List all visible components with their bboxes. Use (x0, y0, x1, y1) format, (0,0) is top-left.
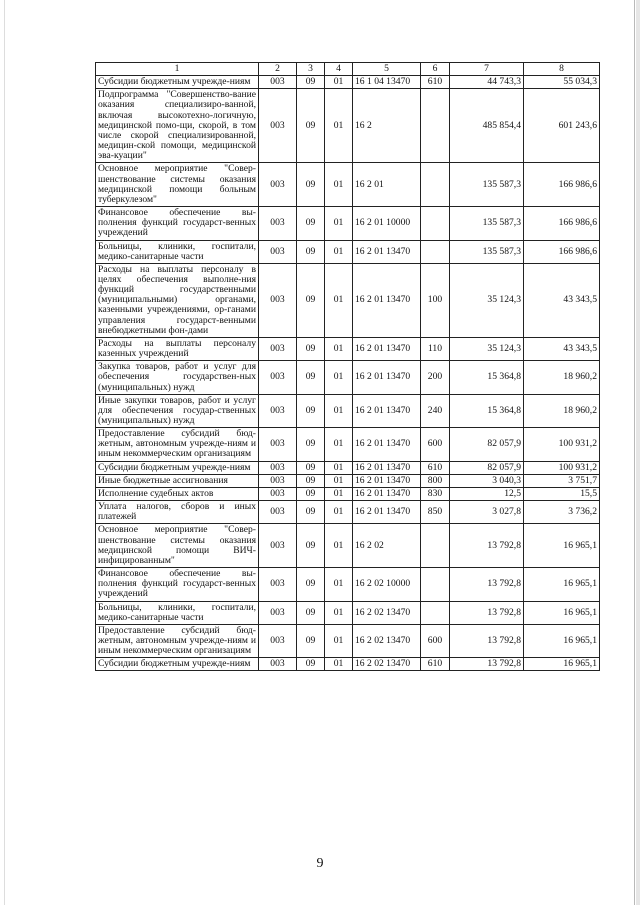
scan-edge-right (636, 0, 640, 905)
row-subsection-cell: 01 (325, 361, 353, 394)
row-subsection-cell: 01 (325, 568, 353, 601)
row-section-cell: 09 (297, 76, 325, 89)
row-expense-type-cell (421, 240, 450, 263)
row-name-cell: Основное мероприятие "Совер-шенствование системы оказания медицинской помощи ВИЧ-инфицированным" (96, 524, 259, 568)
page-number: 9 (316, 856, 324, 871)
row-target-article-cell: 16 2 01 13470 (353, 361, 421, 394)
table-row (96, 361, 600, 394)
row-expense-type-cell: 600 (421, 624, 450, 657)
row-expense-type-cell: 830 (421, 487, 450, 500)
table-row (96, 658, 600, 671)
row-section-cell: 09 (297, 207, 325, 240)
table-row (96, 263, 600, 337)
row-target-article-cell: 16 2 01 13470 (353, 501, 421, 524)
row-ved-cell: 003 (259, 337, 297, 360)
row-subsection-cell: 01 (325, 658, 353, 671)
header-col-1: 1 (96, 63, 259, 76)
row-expense-type-cell (421, 207, 450, 240)
row-ved-cell: 003 (259, 601, 297, 624)
scan-edge-left (4, 0, 5, 905)
row-target-article-cell: 16 2 02 (353, 524, 421, 568)
header-row (96, 63, 600, 76)
row-section-cell: 09 (297, 428, 325, 461)
row-section-cell: 09 (297, 658, 325, 671)
row-section-cell: 09 (297, 487, 325, 500)
row-subsection-cell: 01 (325, 501, 353, 524)
row-amount-2-cell: 3 736,2 (524, 501, 600, 524)
row-amount-2-cell: 55 034,3 (524, 76, 600, 89)
table-row (96, 461, 600, 474)
row-name-cell: Субсидии бюджетным учрежде-ниям (96, 461, 259, 474)
row-expense-type-cell: 600 (421, 428, 450, 461)
table-row (96, 601, 600, 624)
row-target-article-cell: 16 2 01 13470 (353, 337, 421, 360)
row-name-cell: Расходы на выплаты персоналу в целях обеспечения выполне-ния функций государственными (муниципальными) органами, казенными учреждениями, ор-ганами управления государст-венными внебюджетными фон-дами (96, 263, 259, 337)
row-amount-2-cell: 3 751,7 (524, 474, 600, 487)
header-col-4: 4 (325, 63, 353, 76)
row-amount-1-cell: 13 792,8 (450, 658, 524, 671)
row-amount-1-cell: 3 027,8 (450, 501, 524, 524)
row-section-cell: 09 (297, 624, 325, 657)
row-amount-1-cell: 13 792,8 (450, 601, 524, 624)
row-name-cell: Подпрограмма "Совершенство-вание оказания специализиро-ванной, включая высокотехно-логичную, медицинской помо-щи, скорой, в том числе скорой специализированной, медицин-ской помощи, медицинской эва-куации" (96, 89, 259, 163)
row-name-cell: Иные закупки товаров, работ и услуг для обеспечения государ-ственных (муниципальных) нужд (96, 394, 259, 427)
table-row (96, 337, 600, 360)
row-target-article-cell: 16 1 04 13470 (353, 76, 421, 89)
row-target-article-cell: 16 2 01 13470 (353, 240, 421, 263)
row-amount-2-cell: 16 965,1 (524, 601, 600, 624)
row-subsection-cell: 01 (325, 89, 353, 163)
row-subsection-cell: 01 (325, 487, 353, 500)
row-amount-1-cell: 35 124,3 (450, 263, 524, 337)
row-amount-2-cell: 166 986,6 (524, 163, 600, 207)
row-expense-type-cell: 200 (421, 361, 450, 394)
header-col-6: 6 (421, 63, 450, 76)
row-amount-1-cell: 13 792,8 (450, 624, 524, 657)
row-target-article-cell: 16 2 01 13470 (353, 487, 421, 500)
row-subsection-cell: 01 (325, 601, 353, 624)
table-row (96, 394, 600, 427)
row-ved-cell: 003 (259, 76, 297, 89)
row-target-article-cell: 16 2 02 13470 (353, 658, 421, 671)
row-ved-cell: 003 (259, 624, 297, 657)
row-ved-cell: 003 (259, 207, 297, 240)
table-row (96, 474, 600, 487)
budget-table (95, 62, 600, 671)
row-subsection-cell: 01 (325, 624, 353, 657)
row-subsection-cell: 01 (325, 76, 353, 89)
table-row (96, 240, 600, 263)
row-amount-2-cell: 166 986,6 (524, 207, 600, 240)
row-amount-2-cell: 601 243,6 (524, 89, 600, 163)
row-target-article-cell: 16 2 01 13470 (353, 461, 421, 474)
row-ved-cell: 003 (259, 394, 297, 427)
row-target-article-cell: 16 2 01 13470 (353, 263, 421, 337)
row-ved-cell: 003 (259, 428, 297, 461)
row-amount-1-cell: 3 040,3 (450, 474, 524, 487)
row-section-cell: 09 (297, 240, 325, 263)
table-row (96, 428, 600, 461)
row-expense-type-cell: 110 (421, 337, 450, 360)
row-subsection-cell: 01 (325, 240, 353, 263)
row-target-article-cell: 16 2 01 13470 (353, 394, 421, 427)
row-amount-2-cell: 16 965,1 (524, 658, 600, 671)
row-amount-1-cell: 44 743,3 (450, 76, 524, 89)
row-expense-type-cell: 100 (421, 263, 450, 337)
row-ved-cell: 003 (259, 263, 297, 337)
row-ved-cell: 003 (259, 501, 297, 524)
row-amount-2-cell: 16 965,1 (524, 568, 600, 601)
row-target-article-cell: 16 2 01 (353, 163, 421, 207)
table-row (96, 487, 600, 500)
row-expense-type-cell (421, 601, 450, 624)
row-subsection-cell: 01 (325, 394, 353, 427)
row-name-cell: Иные бюджетные ассигнования (96, 474, 259, 487)
row-amount-1-cell: 13 792,8 (450, 524, 524, 568)
row-ved-cell: 003 (259, 524, 297, 568)
row-target-article-cell: 16 2 01 10000 (353, 207, 421, 240)
row-ved-cell: 003 (259, 163, 297, 207)
row-section-cell: 09 (297, 394, 325, 427)
row-section-cell: 09 (297, 461, 325, 474)
row-ved-cell: 003 (259, 361, 297, 394)
row-amount-2-cell: 100 931,2 (524, 461, 600, 474)
row-target-article-cell: 16 2 02 13470 (353, 601, 421, 624)
row-subsection-cell: 01 (325, 524, 353, 568)
row-amount-2-cell: 18 960,2 (524, 361, 600, 394)
row-ved-cell: 003 (259, 568, 297, 601)
row-section-cell: 09 (297, 524, 325, 568)
row-name-cell: Уплата налогов, сборов и иных платежей (96, 501, 259, 524)
row-name-cell: Предоставление субсидий бюд-жетным, автономным учрежде-ниям и иным некоммерческим организациям (96, 428, 259, 461)
row-amount-2-cell: 18 960,2 (524, 394, 600, 427)
row-amount-1-cell: 485 854,4 (450, 89, 524, 163)
row-expense-type-cell (421, 163, 450, 207)
row-amount-1-cell: 82 057,9 (450, 461, 524, 474)
row-amount-1-cell: 13 792,8 (450, 568, 524, 601)
row-expense-type-cell: 610 (421, 658, 450, 671)
row-amount-2-cell: 100 931,2 (524, 428, 600, 461)
row-target-article-cell: 16 2 (353, 89, 421, 163)
table-row (96, 524, 600, 568)
row-subsection-cell: 01 (325, 428, 353, 461)
row-amount-1-cell: 35 124,3 (450, 337, 524, 360)
row-section-cell: 09 (297, 568, 325, 601)
table-row (96, 624, 600, 657)
row-ved-cell: 003 (259, 487, 297, 500)
row-name-cell: Больницы, клиники, госпитали, медико-санитарные части (96, 601, 259, 624)
row-expense-type-cell: 850 (421, 501, 450, 524)
row-amount-1-cell: 82 057,9 (450, 428, 524, 461)
row-section-cell: 09 (297, 474, 325, 487)
row-section-cell: 09 (297, 601, 325, 624)
row-section-cell: 09 (297, 337, 325, 360)
row-amount-1-cell: 135 587,3 (450, 163, 524, 207)
row-amount-1-cell: 135 587,3 (450, 207, 524, 240)
row-subsection-cell: 01 (325, 461, 353, 474)
row-subsection-cell: 01 (325, 337, 353, 360)
table-header (96, 63, 600, 76)
row-section-cell: 09 (297, 263, 325, 337)
row-name-cell: Субсидии бюджетным учрежде-ниям (96, 658, 259, 671)
row-section-cell: 09 (297, 501, 325, 524)
header-col-2: 2 (259, 63, 297, 76)
row-amount-2-cell: 43 343,5 (524, 263, 600, 337)
row-name-cell: Закупка товаров, работ и услуг для обеспечения государствен-ных (муниципальных) нужд (96, 361, 259, 394)
table-body (96, 76, 600, 671)
table-row (96, 501, 600, 524)
row-expense-type-cell: 240 (421, 394, 450, 427)
row-amount-1-cell: 135 587,3 (450, 240, 524, 263)
row-amount-2-cell: 16 965,1 (524, 524, 600, 568)
row-ved-cell: 003 (259, 89, 297, 163)
row-name-cell: Расходы на выплаты персоналу казенных учреждений (96, 337, 259, 360)
table-row (96, 76, 600, 89)
row-name-cell: Исполнение судебных актов (96, 487, 259, 500)
row-section-cell: 09 (297, 163, 325, 207)
header-col-3: 3 (297, 63, 325, 76)
row-name-cell: Субсидии бюджетным учрежде-ниям (96, 76, 259, 89)
row-amount-2-cell: 16 965,1 (524, 624, 600, 657)
row-expense-type-cell: 610 (421, 461, 450, 474)
row-section-cell: 09 (297, 89, 325, 163)
row-amount-2-cell: 43 343,5 (524, 337, 600, 360)
table-row (96, 163, 600, 207)
row-target-article-cell: 16 2 02 13470 (353, 624, 421, 657)
row-expense-type-cell (421, 568, 450, 601)
row-subsection-cell: 01 (325, 474, 353, 487)
row-amount-1-cell: 15 364,8 (450, 394, 524, 427)
header-col-8: 8 (524, 63, 600, 76)
row-subsection-cell: 01 (325, 263, 353, 337)
row-section-cell: 09 (297, 361, 325, 394)
row-name-cell: Финансовое обеспечение вы-полнения функций государст-венных учреждений (96, 568, 259, 601)
row-subsection-cell: 01 (325, 163, 353, 207)
row-target-article-cell: 16 2 01 13470 (353, 428, 421, 461)
header-col-7: 7 (450, 63, 524, 76)
row-amount-1-cell: 12,5 (450, 487, 524, 500)
row-name-cell: Больницы, клиники, госпитали, медико-санитарные части (96, 240, 259, 263)
row-name-cell: Предоставление субсидий бюд-жетным, автономным учрежде-ниям и иным некоммерческим организациям (96, 624, 259, 657)
row-amount-1-cell: 15 364,8 (450, 361, 524, 394)
row-subsection-cell: 01 (325, 207, 353, 240)
row-expense-type-cell (421, 524, 450, 568)
table-row (96, 207, 600, 240)
row-expense-type-cell: 800 (421, 474, 450, 487)
row-ved-cell: 003 (259, 461, 297, 474)
scan-edge-line (634, 0, 635, 905)
row-expense-type-cell: 610 (421, 76, 450, 89)
row-amount-2-cell: 166 986,6 (524, 240, 600, 263)
row-expense-type-cell (421, 89, 450, 163)
header-col-5: 5 (353, 63, 421, 76)
row-amount-2-cell: 15,5 (524, 487, 600, 500)
row-target-article-cell: 16 2 01 13470 (353, 474, 421, 487)
row-ved-cell: 003 (259, 474, 297, 487)
row-ved-cell: 003 (259, 658, 297, 671)
row-name-cell: Основное мероприятие "Совер-шенствование системы оказания медицинской помощи больным туберкулезом" (96, 163, 259, 207)
row-name-cell: Финансовое обеспечение вы-полнения функций государст-венных учреждений (96, 207, 259, 240)
row-ved-cell: 003 (259, 240, 297, 263)
table-row (96, 568, 600, 601)
row-target-article-cell: 16 2 02 10000 (353, 568, 421, 601)
table-row (96, 89, 600, 163)
